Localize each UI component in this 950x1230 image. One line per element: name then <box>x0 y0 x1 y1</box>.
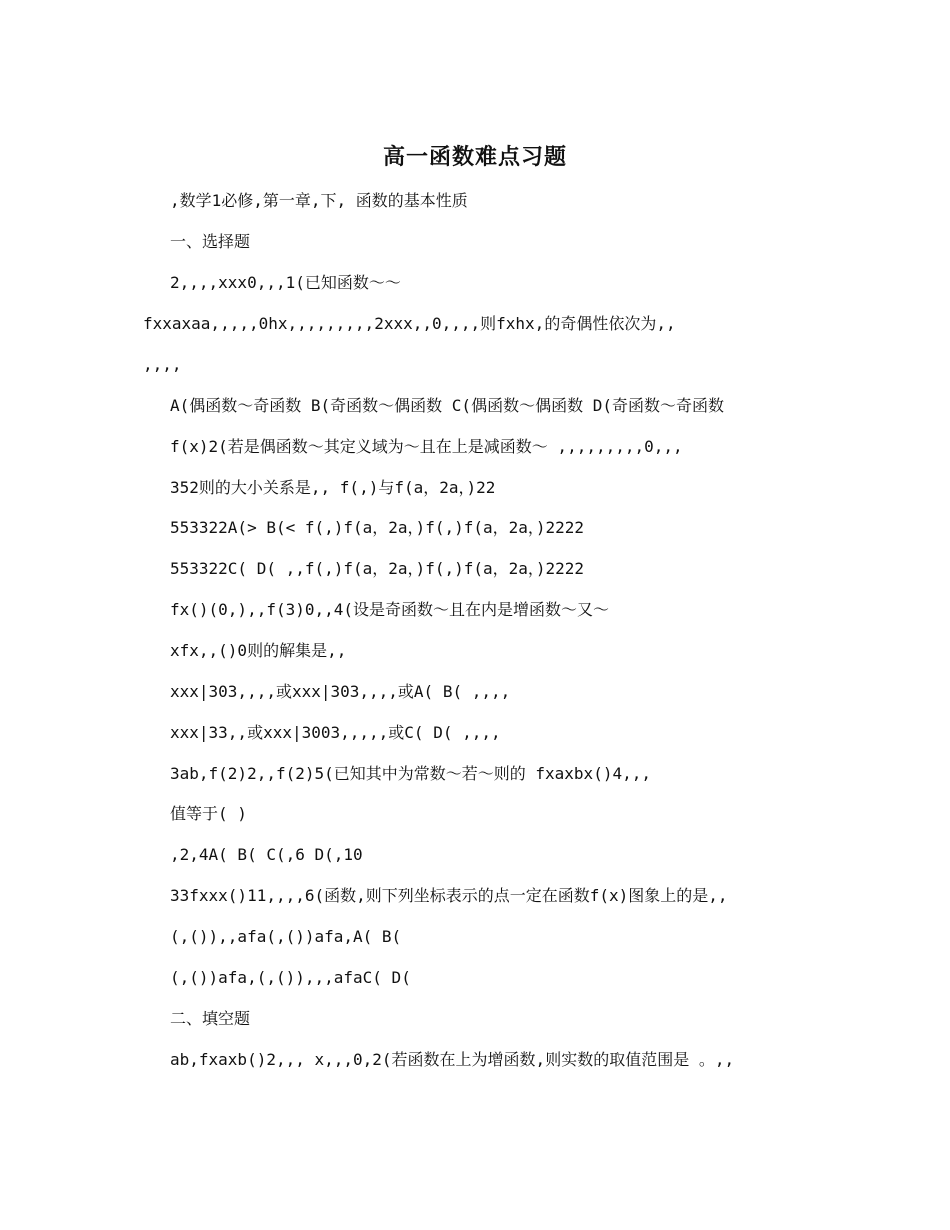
text-line: 3ab,f(2)2,,f(2)5(已知其中为常数～若～则的 fxaxbx()4,,, <box>170 764 651 783</box>
text-line: fxxaxaa,,,,,0hx,,,,,,,,,2xxx,,0,,,,则fxhx,的奇偶性依次为,, <box>143 314 676 333</box>
answer-options: 553322A(> B(< f(,)f(a，2a，)f(,)f(a，2a，)2222 <box>170 518 585 537</box>
answer-options: (,())afa,(,()),,,afaC( D( <box>170 968 411 987</box>
text-line: 33fxxx()11,,,,6(函数,则下列坐标表示的点一定在函数f(x)图象上的是,, <box>170 886 728 905</box>
text-line: ,数学1必修,第一章,下, 函数的基本性质 <box>170 191 468 210</box>
section-heading: 二、填空题 <box>170 1009 251 1028</box>
answer-options: A(偶函数～奇函数 B(奇函数～偶函数 C(偶函数～偶函数 D(奇函数～奇函数 <box>170 396 724 415</box>
answer-options: ,2,4A( B( C(,6 D(,10 <box>170 845 363 864</box>
text-line: 352则的大小关系是,, f(,)与f(a，2a，)22 <box>170 478 496 497</box>
text-line: 2,,,,xxx0,,,1(已知函数～～ <box>170 273 401 292</box>
section-heading: 一、选择题 <box>170 232 251 251</box>
text-line: f(x)2(若是偶函数～其定义域为～且在上是减函数～ ,,,,,,,,,0,,, <box>170 437 683 456</box>
text-line: xfx,,()0则的解集是,, <box>170 641 347 660</box>
text-line: 值等于( ) <box>170 804 247 823</box>
answer-options: 553322C( D( ,,f(,)f(a，2a，)f(,)f(a，2a，)2222 <box>170 559 585 578</box>
text-line: ,,,, <box>143 355 182 374</box>
answer-options: xxx|33,,或xxx|3003,,,,,或C( D( ,,,, <box>170 723 501 742</box>
answer-options: xxx|303,,,,或xxx|303,,,,或A( B( ,,,, <box>170 682 511 701</box>
text-line: fx()(0,),,f(3)0,,4(设是奇函数～且在内是增函数～又～ <box>170 600 610 619</box>
text-line: ab,fxaxb()2,,, x,,,0,2(若函数在上为增函数,则实数的取值范围是 。,, <box>170 1050 735 1069</box>
answer-options: (,()),,afa(,())afa,A( B( <box>170 927 402 946</box>
page-title: 高一函数难点习题 <box>382 144 567 170</box>
